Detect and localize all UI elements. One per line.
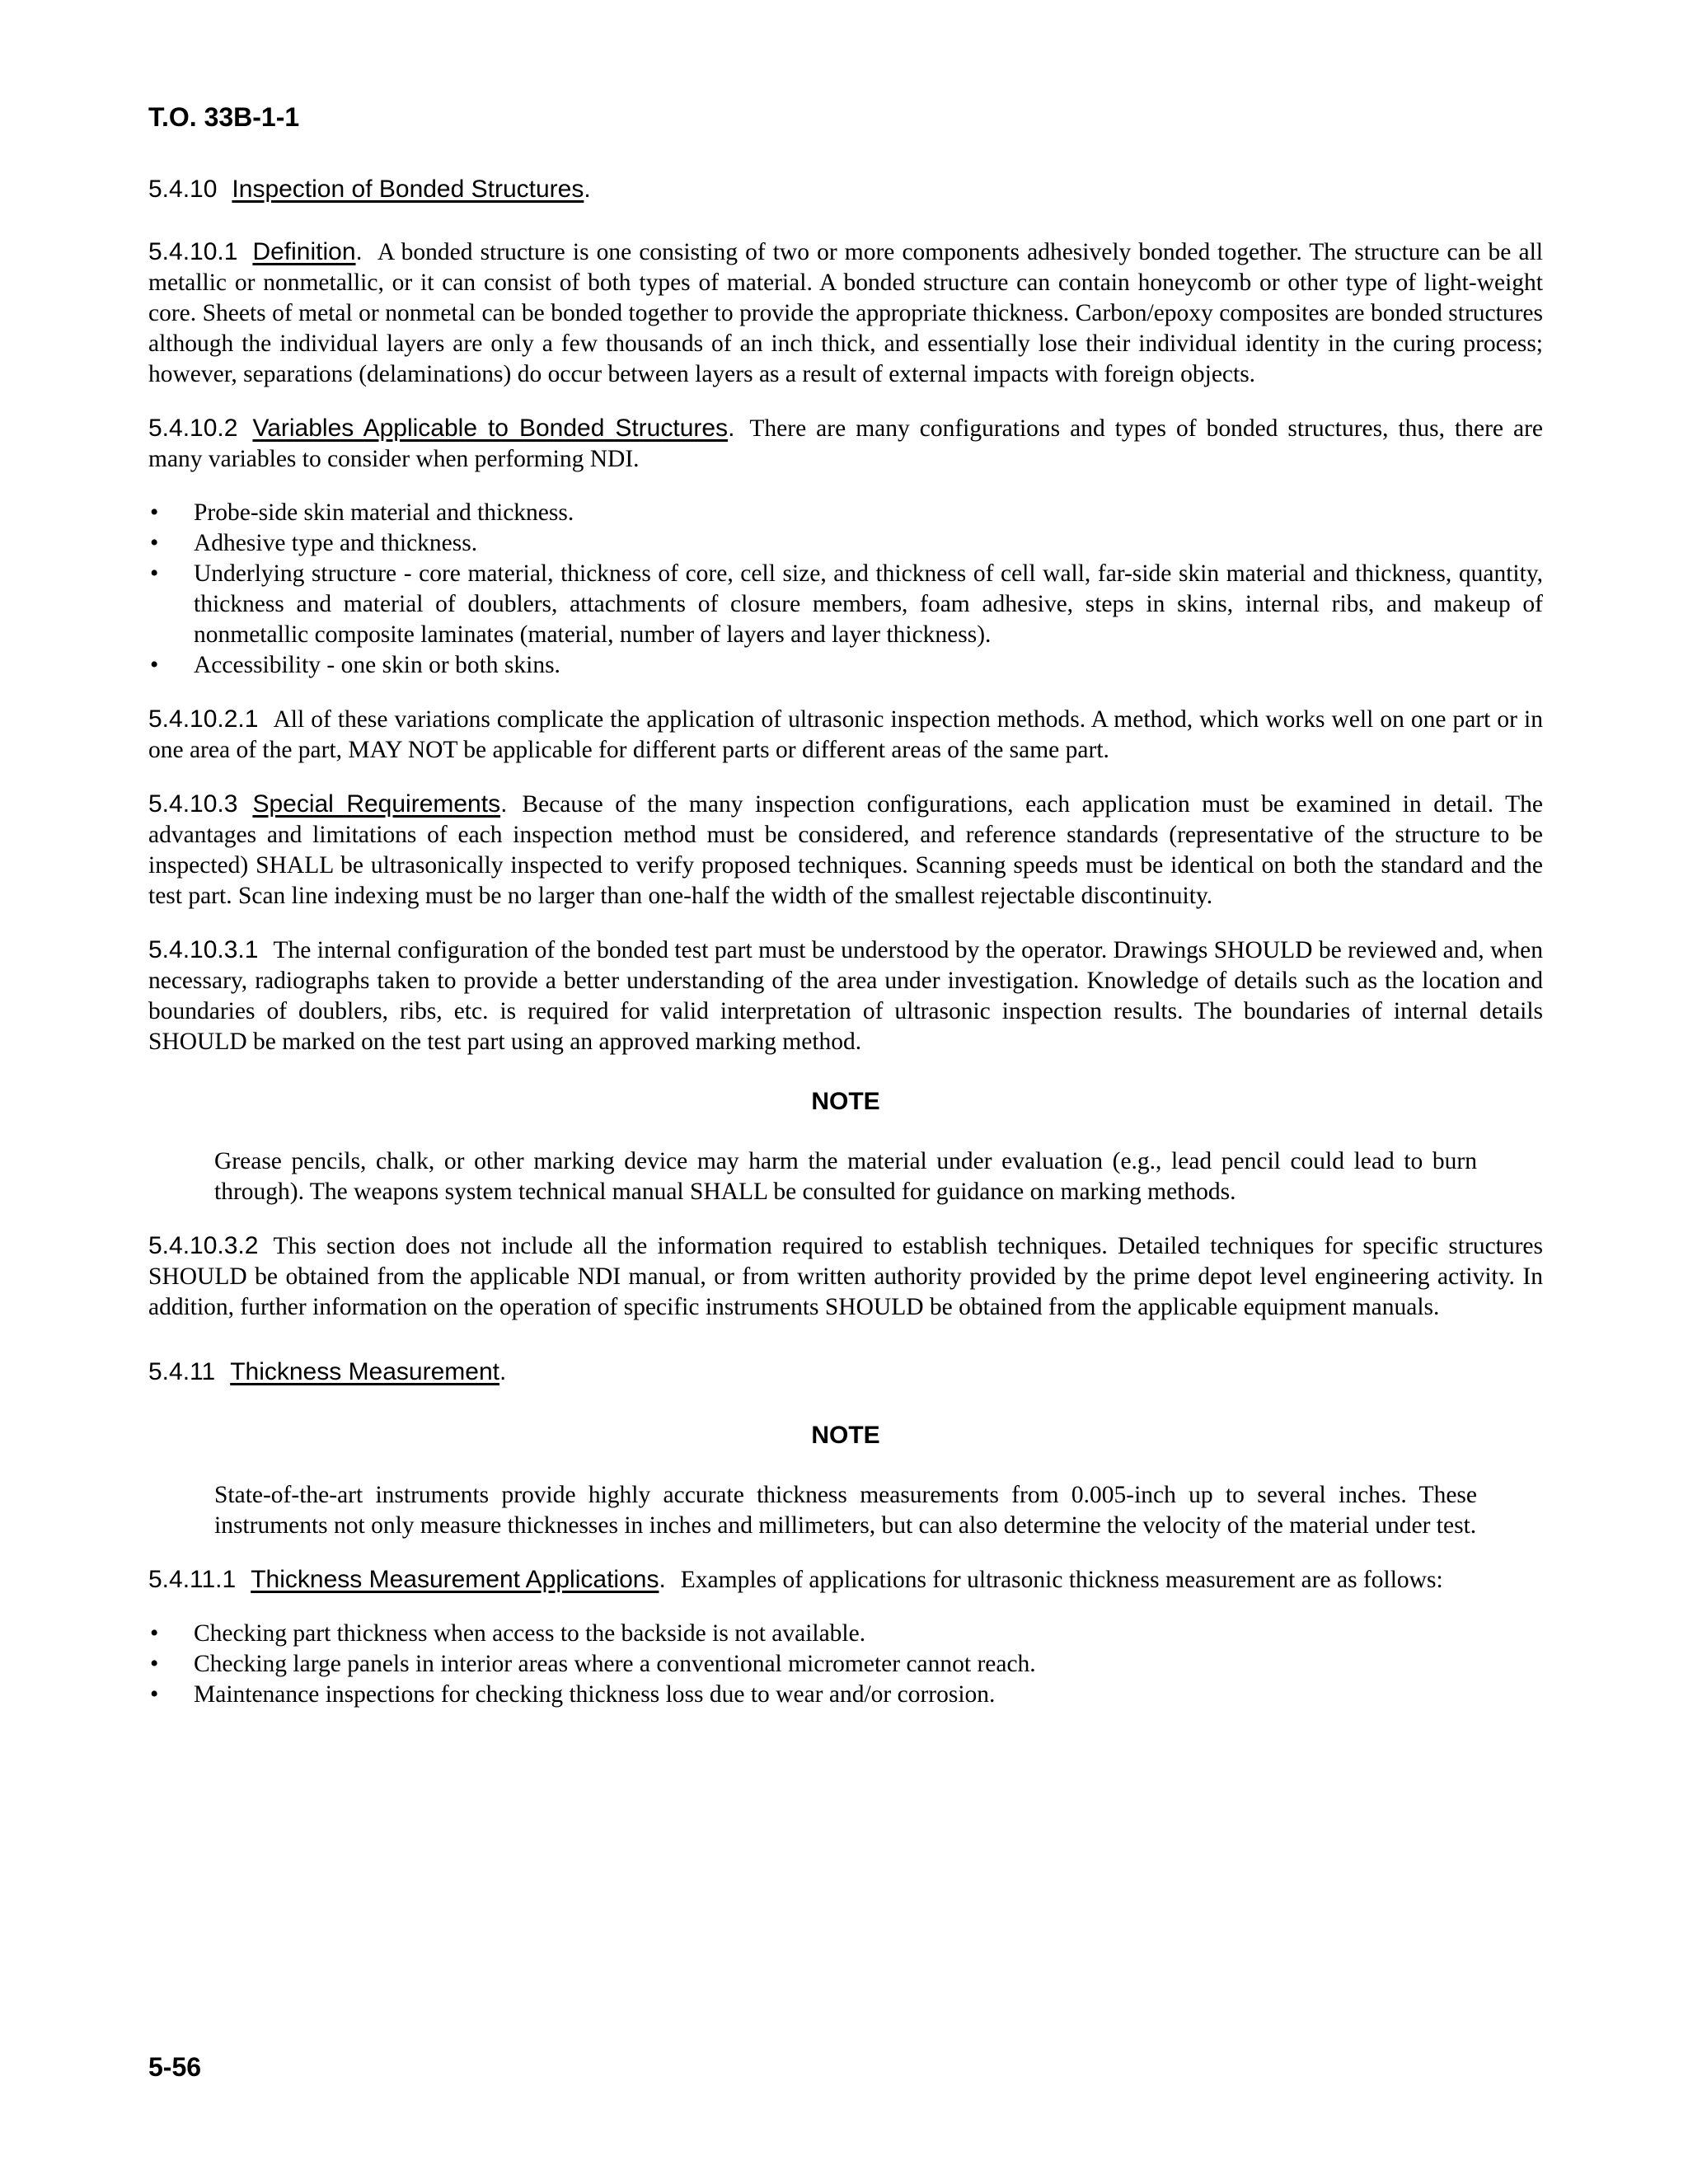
paragraph-text: Examples of applications for ultrasonic thickness measurement are as follows: bbox=[680, 1567, 1443, 1593]
bullet-icon: • bbox=[150, 560, 159, 587]
paragraph-5-4-10-3: 5.4.10.3 Special Requirements. Because of the many inspection configurations, each application must be examined in detail. The advantages and limitations of each inspection method must be considered, and reference standards (representative of the structure to be inspected) SHALL be ultrasonically inspected to verify proposed techniques. Scanning speeds must be identical on both the standard and the test part. Scan line indexing must be no larger than one-half the width of the smallest rejectable discontinuity. bbox=[148, 790, 1543, 909]
paragraph-5-4-10-3-2 bbox=[148, 1230, 1543, 1323]
bullet-icon: • bbox=[150, 1651, 159, 1677]
paragraph-number: 5.4.10.3.2 bbox=[148, 1232, 259, 1259]
paragraph-5-4-10-2: 5.4.10.2 Variables Applicable to Bonded Structures. There are many configurations and types of bonded structures, thus, there are many variables to consider when performing NDI. bbox=[148, 415, 1543, 472]
note-title: NOTE bbox=[811, 1088, 880, 1115]
section-number: 5.4.11 bbox=[148, 1358, 216, 1385]
bullet-icon: • bbox=[150, 530, 159, 556]
paragraph-text: There are many configurations and types of bonded structures, thus, there are many variables to consider when performing NDI. bbox=[148, 415, 1543, 472]
note-text: Grease pencils, chalk, or other marking device may harm the material under evaluation (e.g., lead pencil could lead to burn through). The weapons system technical manual SHALL be consulted for guidance on marking methods. bbox=[214, 1148, 1477, 1205]
paragraph-text: The internal configuration of the bonded test part must be understood by the operator. Drawings SHOULD be reviewed and, when necessary, radiographs taken to provide a better understanding of the area under investigation. Knowledge of details such as the location and boundaries of doublers, ribs, etc. is required for valid interpretation of ultrasonic inspection results. The boundaries of internal details SHOULD be marked on the test part using an approved marking method. bbox=[148, 937, 1543, 1055]
paragraph-5-4-10-2-1 bbox=[148, 704, 1543, 766]
section-heading-5-4-11: 5.4.11 Thickness Measurement. bbox=[148, 1358, 507, 1385]
bullet-icon: • bbox=[150, 1620, 159, 1647]
paragraph-number: 5.4.10.2 bbox=[148, 415, 238, 442]
paragraph-number: 5.4.10.2.1 bbox=[148, 705, 259, 733]
section-number: 5.4.10 bbox=[148, 176, 218, 203]
list-item: • Probe-side skin material and thickness. bbox=[148, 498, 1543, 528]
list-item: • Adhesive type and thickness. bbox=[148, 528, 1543, 559]
list-item: • Accessibility - one skin or both skins. bbox=[148, 650, 1543, 681]
paragraph-title: Thickness Measurement Applications bbox=[251, 1566, 659, 1593]
paragraph-text: A bonded structure is one consisting of two or more components adhesively bonded together. The structure can be all metallic or nonmetallic, or it can consist of both types of material. A bonded structure can contain honeycomb or other type of light-weight core. Sheets of metal or nonmetal can be bonded together to provide the appropriate thickness. Carbon/epoxy composites are bonded structures although the individual layers are only a few thousands of an inch thick, and essentially lose their individual identity in the curing process; however, separations (delaminations) do occur between layers as a result of external impacts with foreign objects. bbox=[148, 239, 1543, 387]
bullet-icon: • bbox=[150, 652, 159, 678]
bullet-icon: • bbox=[150, 1681, 159, 1708]
paragraph-number: 5.4.10.3.1 bbox=[148, 936, 259, 963]
variables-bullet-list bbox=[148, 498, 1543, 681]
note-text: State-of-the-art instruments provide highly accurate thickness measurements from 0.005-inch up to several inches. These instruments not only measure thicknesses in inches and millimeters, but can also determine the velocity of the material under test. bbox=[214, 1482, 1477, 1539]
page-number: 5-56 bbox=[148, 2052, 202, 2082]
paragraph-title: Variables Applicable to Bonded Structures bbox=[252, 415, 729, 442]
paragraph-number: 5.4.10.1 bbox=[148, 238, 238, 265]
section-heading-5-4-10: 5.4.10 Inspection of Bonded Structures. bbox=[148, 176, 591, 203]
paragraph-text: This section does not include all the information required to establish techniques. Detailed techniques for specific structures SHOULD be obtained from the applicable NDI manual, or from written authority provided by the prime depot level engineering activity. In addition, further information on the operation of specific instruments SHOULD be obtained from the applicable equipment manuals. bbox=[148, 1233, 1543, 1320]
paragraph-number: 5.4.10.3 bbox=[148, 790, 238, 818]
document-id-header: T.O. 33B-1-1 bbox=[148, 102, 300, 132]
paragraph-number: 5.4.11.1 bbox=[148, 1566, 237, 1593]
list-item: • Maintenance inspections for checking thickness loss due to wear and/or corrosion. bbox=[148, 1680, 1543, 1710]
list-item: • Checking part thickness when access to the backside is not available. bbox=[148, 1619, 1543, 1649]
section-title: Thickness Measurement bbox=[230, 1358, 499, 1385]
paragraph-text: Because of the many inspection configurations, each application must be examined in detail. The advantages and limitations of each inspection method must be considered, and reference standards (representative of the structure to be inspected) SHALL be ultrasonically inspected to verify proposed techniques. Scanning speeds must be identical on both the standard and the test part. Scan line indexing must be no larger than one-half the width of the smallest rejectable discontinuity. bbox=[148, 791, 1543, 909]
paragraph-title: Special Requirements bbox=[252, 790, 501, 818]
list-item: • Underlying structure - core material, thickness of core, cell size, and thickness of cell wall, far-side skin material and thickness, quantity, thickness and material of doublers, attachments of closure members, foam adhesive, steps in skins, internal ribs, and makeup of nonmetallic composite laminates (material, number of layers and layer thickness). bbox=[150, 560, 1543, 648]
applications-bullet-list bbox=[148, 1619, 1543, 1710]
paragraph-title: Definition bbox=[252, 238, 356, 265]
paragraph-5-4-10-3-1 bbox=[148, 935, 1543, 1057]
paragraph-5-4-10-1: 5.4.10.1 Definition. A bonded structure is one consisting of two or more components adhesively bonded together. The structure can be all metallic or nonmetallic, or it can consist of both types of material. A bonded structure can contain honeycomb or other type of light-weight core. Sheets of metal or nonmetal can be bonded together to provide the appropriate thickness. Carbon/epoxy composites are bonded structures although the individual layers are only a few thousands of an inch thick, and essentially lose their individual identity in the curing process; however, separations (delaminations) do occur between layers as a result of external impacts with foreign objects. bbox=[148, 238, 1543, 387]
section-title: Inspection of Bonded Structures bbox=[232, 176, 584, 203]
bullet-icon: • bbox=[150, 499, 159, 526]
list-item: • Checking large panels in interior areas where a conventional micrometer cannot reach. bbox=[148, 1649, 1543, 1680]
paragraph-5-4-11-1: 5.4.11.1 Thickness Measurement Applications. Examples of applications for ultrasonic thickness measurement are as follows: bbox=[148, 1566, 1443, 1593]
note-title: NOTE bbox=[811, 1422, 880, 1449]
document-body bbox=[148, 173, 1543, 1733]
paragraph-text: All of these variations complicate the application of ultrasonic inspection methods. A method, which works well on one part or in one area of the part, MAY NOT be applicable for different parts or different areas of the same part. bbox=[148, 706, 1543, 763]
